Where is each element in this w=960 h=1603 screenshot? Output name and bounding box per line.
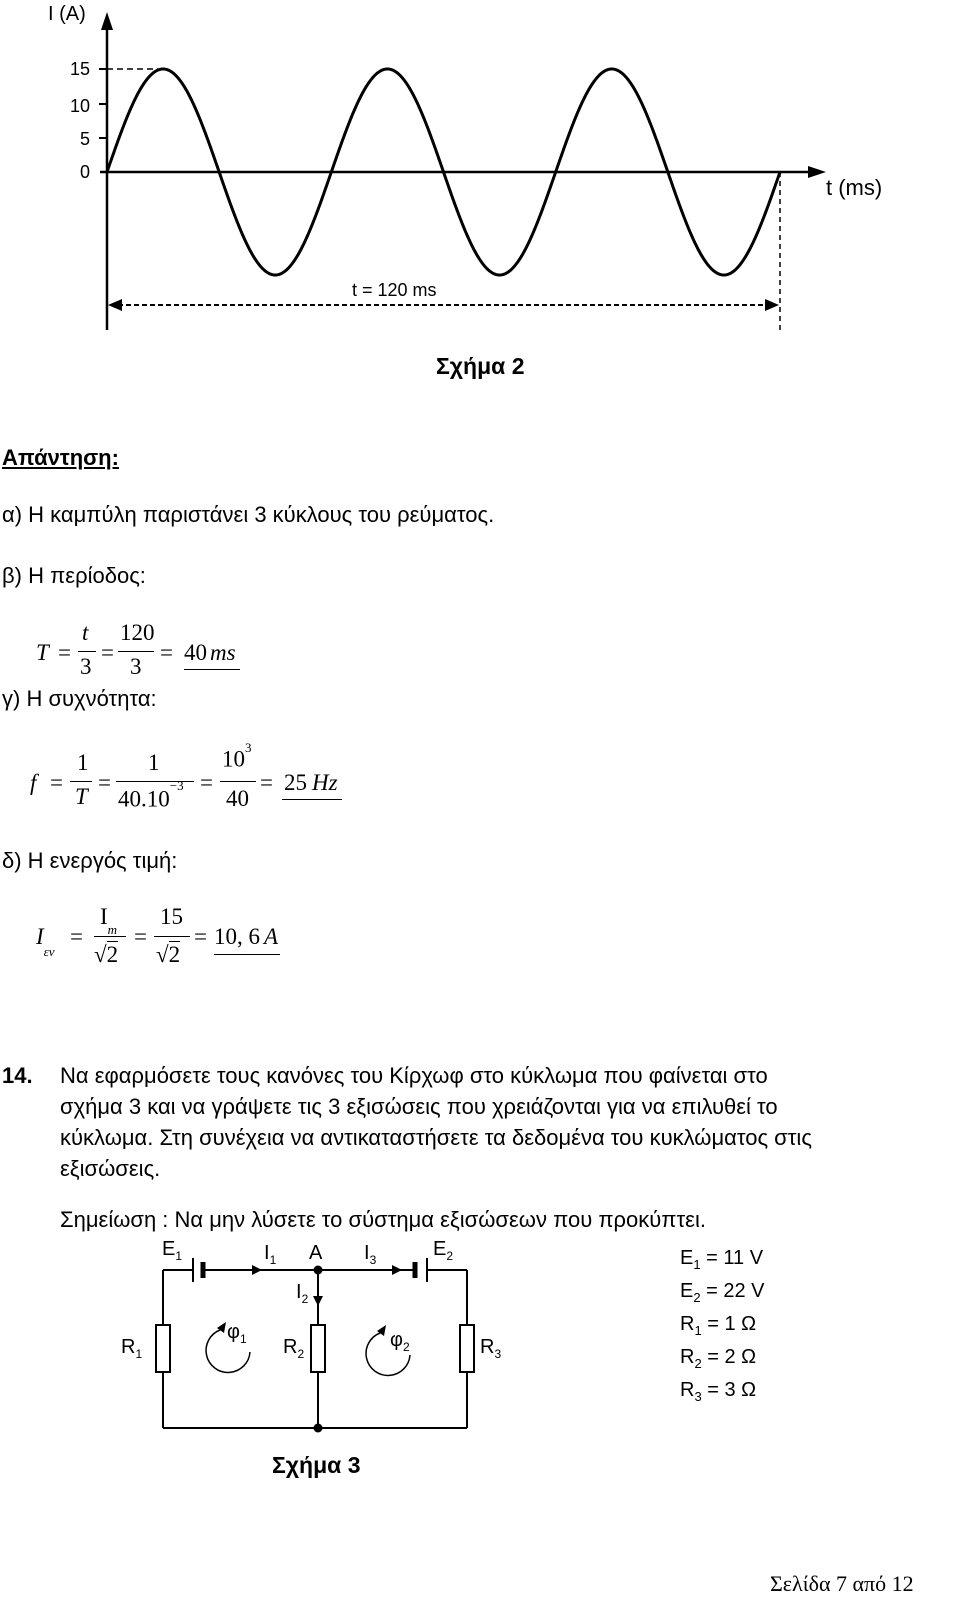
y-tick-5: 5 [80, 129, 91, 149]
y-tick-0: 0 [80, 162, 91, 182]
equation-frequency: f = 1 T = 1 $40.10^{-3}$ = $10^3$ 40 = 25 Hz [0, 742, 360, 820]
label-r1: $R_1$ [121, 1336, 143, 1361]
current-i2-arrow [313, 1296, 323, 1306]
node-a [314, 1266, 323, 1275]
figure-2-plot [0, 0, 960, 345]
value-r2: $R_2 = 2$ Ω [680, 1346, 757, 1371]
span-arrow-right [765, 299, 779, 311]
resistor-r3 [460, 1325, 474, 1372]
question-line-2: σχήμα 3 και να γράψετε τις 3 εξισώσεις που χρειάζονται για να επιλυθεί το [60, 1094, 778, 1119]
question-line-5: Σημείωση : Να μην λύσετε το σύστημα εξισώσεων που προκύπτει. [60, 1207, 706, 1232]
label-phi2: $\varphi_2$ [390, 1329, 410, 1354]
y-tick-10: 10 [70, 96, 91, 116]
x-axis-arrow [808, 166, 826, 178]
equation-period: T = t 3 = 120 3 = 40 ms [0, 620, 260, 690]
label-i2: $I_2$ [296, 1281, 309, 1306]
label-r3: $R_3$ [480, 1336, 502, 1361]
answer-d: δ) Η ενεργός τιμή: [2, 848, 178, 873]
equation-rms: $I_{\varepsilon\nu}$ = $I_m$ √2 = 15 √2 = 10, 6 A [36, 904, 279, 967]
label-r2: $R_2$ [283, 1336, 305, 1361]
answer-a: α) Η καμπύλη παριστάνει 3 κύκλους του ρεύματος. [2, 502, 495, 527]
question-line-3: κύκλωμα. Στη συνέχεια να αντικαταστήσετε τα δεδομένα του κυκλώματος στις [60, 1125, 812, 1150]
answer-b: β) Η περίοδος: [2, 563, 146, 588]
span-label: t = 120 ms [352, 280, 437, 300]
label-i3: $I_3$ [364, 1242, 377, 1267]
value-r3: $R_3 = 3$ Ω [680, 1379, 757, 1404]
current-i1-arrow [252, 1265, 262, 1275]
label-phi1: $\varphi_1$ [227, 1321, 247, 1346]
label-e2: $E_2$ [433, 1238, 454, 1263]
answer-g: γ) Η συχνότητα: [2, 686, 157, 711]
label-node-a: A [309, 1242, 323, 1264]
node-b [314, 1424, 323, 1433]
value-r1: $R_1 = 1$ Ω [680, 1313, 757, 1338]
figure-3-circuit [0, 1230, 960, 1440]
resistor-r2 [311, 1325, 325, 1372]
y-tick-15: 15 [70, 59, 91, 79]
y-axis-label: I (A) [48, 3, 86, 25]
question-number: 14. [2, 1063, 33, 1088]
page-number: Σελίδα 7 από 12 [770, 1571, 914, 1596]
resistor-r1 [156, 1325, 170, 1372]
circuit-values [680, 1245, 765, 1410]
value-e1: $E_1 = 11$ V [680, 1247, 764, 1272]
label-i1: $I_1$ [264, 1242, 277, 1267]
question-line-4: εξισώσεις. [60, 1156, 161, 1181]
current-i3-arrow [392, 1265, 402, 1275]
x-axis-label: t (ms) [826, 175, 883, 200]
answer-heading: Απάντηση: [2, 445, 119, 470]
label-e1: $E_1$ [162, 1238, 183, 1263]
figure-2-caption: Σχήμα 2 [436, 353, 525, 379]
value-e2: $E_2 = 22$ V [680, 1280, 765, 1305]
question-line-1: Να εφαρμόσετε τους κανόνες του Κίρχωφ στο κύκλωμα που φαίνεται στο [60, 1063, 768, 1088]
span-arrow-left [108, 299, 122, 311]
y-axis-arrow [101, 12, 113, 30]
figure-3-caption: Σχήμα 3 [272, 1452, 361, 1478]
